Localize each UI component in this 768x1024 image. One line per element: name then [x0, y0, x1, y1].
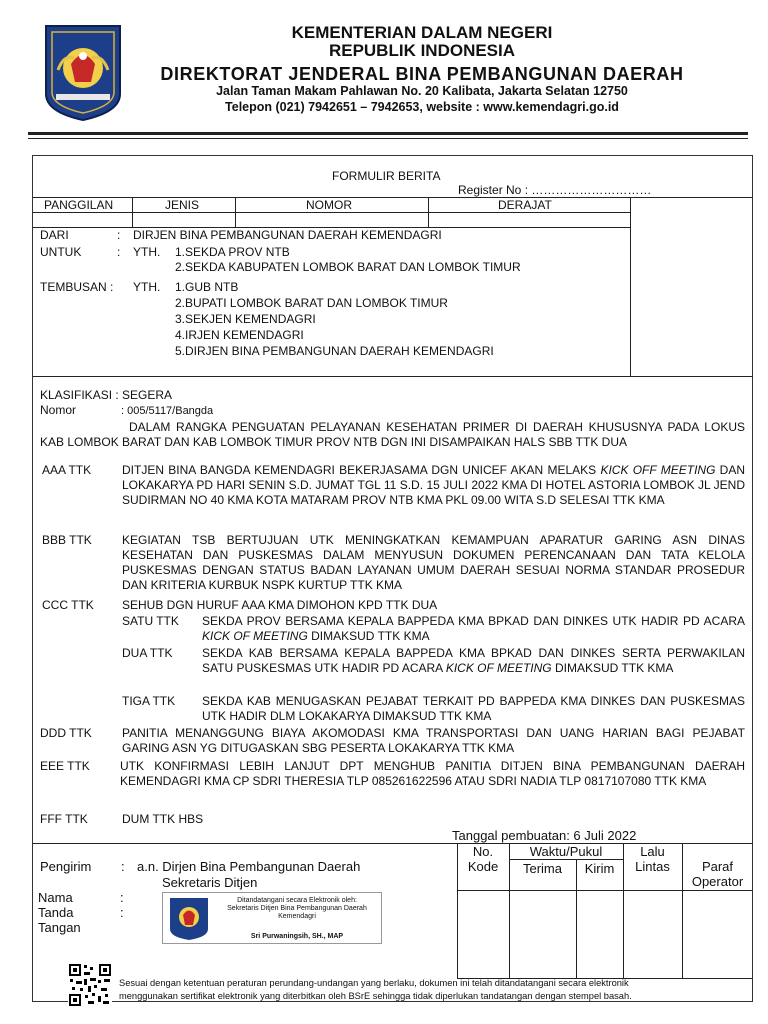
ministry-name: KEMENTERIAN DALAM NEGERI	[291, 23, 553, 42]
disclaimer-line-2: menggunakan sertifikat elektronik yang diterbitkan oleh BSrE sehingga tidak diperlukan tandatangan dengan stempel basah.	[119, 991, 632, 1001]
dari-label: DARI	[40, 228, 69, 242]
col-nomor: NOMOR	[306, 198, 352, 212]
tembusan-prefix: YTH.	[133, 280, 161, 294]
esign-name: Sri Purwaningsih, SH., MAP	[250, 933, 344, 940]
esign-seal-icon	[169, 897, 209, 941]
no-kode-header: No. Kode	[467, 844, 499, 874]
bbb-label: BBB TTK	[42, 533, 92, 547]
col-jenis: JENIS	[165, 198, 200, 212]
esign-line: Sekretaris Ditjen Bina Pembangunan Daerah Kemendagri	[227, 905, 367, 920]
nomor-value: : 005/5117/Bangda	[121, 405, 214, 417]
qr-code-icon	[68, 963, 112, 1007]
fff-label: FFF TTK	[40, 812, 88, 826]
klasifikasi: KLASIFIKASI : SEGERA	[40, 388, 173, 402]
untuk-colon: :	[117, 245, 121, 259]
tembusan-item: 2.BUPATI LOMBOK BARAT DAN LOMBOK TIMUR	[175, 296, 448, 310]
dari-value: DIRJEN BINA PEMBANGUNAN DAERAH KEMENDAGRI	[133, 228, 442, 242]
tangan-label: Tangan	[38, 920, 81, 935]
tiga-text: SEKDA KAB MENUGASKAN PEJABAT TERKAIT PD BAPPEDA KMA DINKES DAN PUSKESMAS UTK HADIR DLM LOKAKARYA DIMAKSUD TTK KMA	[202, 694, 745, 723]
aaa-text: DITJEN BINA BANGDA KEMENDAGRI BEKERJASAMA DGN UNICEF AKAN MELAKS KICK OFF MEETING DAN LOKAKARYA PD HARI SENIN S.D. JUMAT TGL 11 S.D. 15 JULI 2022 KMA DI HOTEL ASTORIA LOMBOK JL JEND SUDIRMAN NO 40 KMA KOTA MATARAM PROV NTB KMA PKL 09.00 WITA S.D SELESAI TTK KMA	[122, 463, 746, 507]
pengirim-value: a.n. Dirjen Bina Pembangunan Daerah	[137, 859, 361, 874]
col-panggilan: PANGGILAN	[44, 198, 114, 212]
nama-label: Nama	[38, 890, 73, 905]
pengirim-sub: Sekretaris Ditjen	[162, 875, 258, 890]
untuk-item: 2.SEKDA KABUPATEN LOMBOK BARAT DAN LOMBOK TIMUR	[175, 260, 521, 274]
routing-divider	[33, 376, 753, 377]
tanda-label: Tanda	[38, 905, 74, 920]
ccc-text: SEHUB DGN HURUF AAA KMA DIMOHON KPD TTK DUA	[122, 598, 438, 612]
kirim-header: Kirim	[584, 861, 615, 876]
eee-label: EEE TTK	[40, 759, 90, 773]
header-grid-top	[33, 197, 753, 198]
bbb-text: KEGIATAN TSB BERTUJUAN UTK MENINGKATKAN KEMAMPUAN APARATUR GARING ASN DINAS KESEHATAN DAN PUSKESMAS DALAM MENYUSUN DOKUMEN PERENCANAAN DAN TATA KELOLA PUSKESMAS DENGAN STATUS BADAN LAYANAN UMUM DAERAH SESUAI NORMA STANDAR PROSEDUR DAN KRITERIA KURBUK NSPK KURTUP TTK KMA	[122, 533, 745, 592]
letterhead-divider-thin	[28, 138, 748, 139]
tembusan-item: 1.GUB NTB	[175, 280, 239, 294]
tanda-colon: :	[120, 905, 124, 920]
waktu-pukul-header: Waktu/Pukul	[529, 844, 603, 859]
lalu-lintas-header: Lalu Lintas	[635, 844, 670, 874]
directorate-name: DIREKTORAT JENDERAL BINA PEMBANGUNAN DAERAH	[160, 64, 684, 84]
ddd-label: DDD TTK	[40, 726, 92, 740]
fff-text: DUM TTK HBS	[122, 812, 204, 826]
letterhead-divider-thick	[28, 132, 748, 135]
paraf-operator-header: Paraf Operator	[691, 859, 744, 889]
tiga-label: TIGA TTK	[122, 694, 176, 708]
form-title: FORMULIR BERITA	[332, 169, 441, 183]
pengirim-label: Pengirim	[40, 859, 92, 874]
terima-header: Terima	[522, 861, 562, 876]
dua-label: DUA TTK	[122, 646, 173, 660]
disclaimer-line-1: Sesuai dengan ketentuan peraturan perundang-undangan yang berlaku, dokumen ini telah ditandatangani secara elektronik	[119, 978, 629, 988]
intro-paragraph: DALAM RANGKA PENGUATAN PELAYANAN KESEHATAN PRIMER DI DAERAH KHUSUSNYA PADA LOKUS KAB LOMBOK BARAT DAN KAB LOMBOK TIMUR PROV NTB DGN INI DISAMPAIKAN HALS SBB TTK DUA	[40, 420, 745, 449]
office-address: Jalan Taman Makam Pahlawan No. 20 Kalibata, Jakarta Selatan 12750	[216, 84, 628, 98]
office-contact: Telepon (021) 7942651 – 7942653, website : www.kemendagri.go.id	[225, 100, 619, 114]
pengirim-colon: :	[121, 859, 125, 874]
register-number: Register No : …………………………	[458, 183, 652, 197]
eee-text: UTK KONFIRMASI LEBIH LANJUT DPT MENGHUB PANITIA DITJEN BINA PEMBANGUNAN DAERAH KEMENDAGRI KMA CP SDRI THERESIA TLP 085261622596 ATAU SDRI NADIA TLP 0817107080 TTK KMA	[120, 759, 745, 788]
esign-title: Ditandatangani secara Elektronik oleh:	[237, 897, 357, 904]
republic-name: REPUBLIK INDONESIA	[328, 41, 516, 60]
tembusan-item: 5.DIRJEN BINA PEMBANGUNAN DAERAH KEMENDAGRI	[175, 344, 494, 358]
tanggal-pembuatan: Tanggal pembuatan: 6 Juli 2022	[452, 828, 637, 843]
aaa-label: AAA TTK	[42, 463, 92, 477]
ddd-text: PANITIA MENANGGUNG BIAYA AKOMODASI KMA TRANSPORTASI DAN UANG HARIAN BAGI PEJABAT GARING ASN YG DITUGASKAN SBG PESERTA LOKAKARYA TTK KMA	[122, 726, 745, 755]
nama-colon: :	[120, 890, 124, 905]
satu-label: SATU TTK	[122, 614, 179, 628]
nomor-label: Nomor	[40, 403, 77, 417]
untuk-item: 1.SEKDA PROV NTB	[175, 245, 290, 259]
dari-colon: :	[117, 228, 121, 242]
tembusan-label: TEMBUSAN :	[40, 280, 114, 294]
ccc-label: CCC TTK	[42, 598, 94, 612]
esign-stamp	[162, 892, 382, 944]
tembusan-item: 4.IRJEN KEMENDAGRI	[175, 328, 304, 342]
satu-text: SEKDA PROV BERSAMA KEPALA BAPPEDA KMA BPKAD DAN DINKES UTK HADIR PD ACARA KICK OF MEETING DIMAKSUD TTK KMA	[202, 614, 745, 643]
untuk-prefix: YTH.	[133, 245, 161, 259]
col-derajat: DERAJAT	[498, 198, 552, 212]
untuk-label: UNTUK	[40, 245, 82, 259]
tembusan-item: 3.SEKJEN KEMENDAGRI	[175, 312, 316, 326]
dua-text: SEKDA KAB BERSAMA KEPALA BAPPEDA KMA BPKAD DAN DINKES SERTA PERWAKILAN SATU PUSKESMAS UTK HADIR PD ACARA KICK OF MEETING DIMAKSUD TTK KMA	[202, 646, 745, 675]
ministry-seal-logo	[44, 24, 122, 122]
